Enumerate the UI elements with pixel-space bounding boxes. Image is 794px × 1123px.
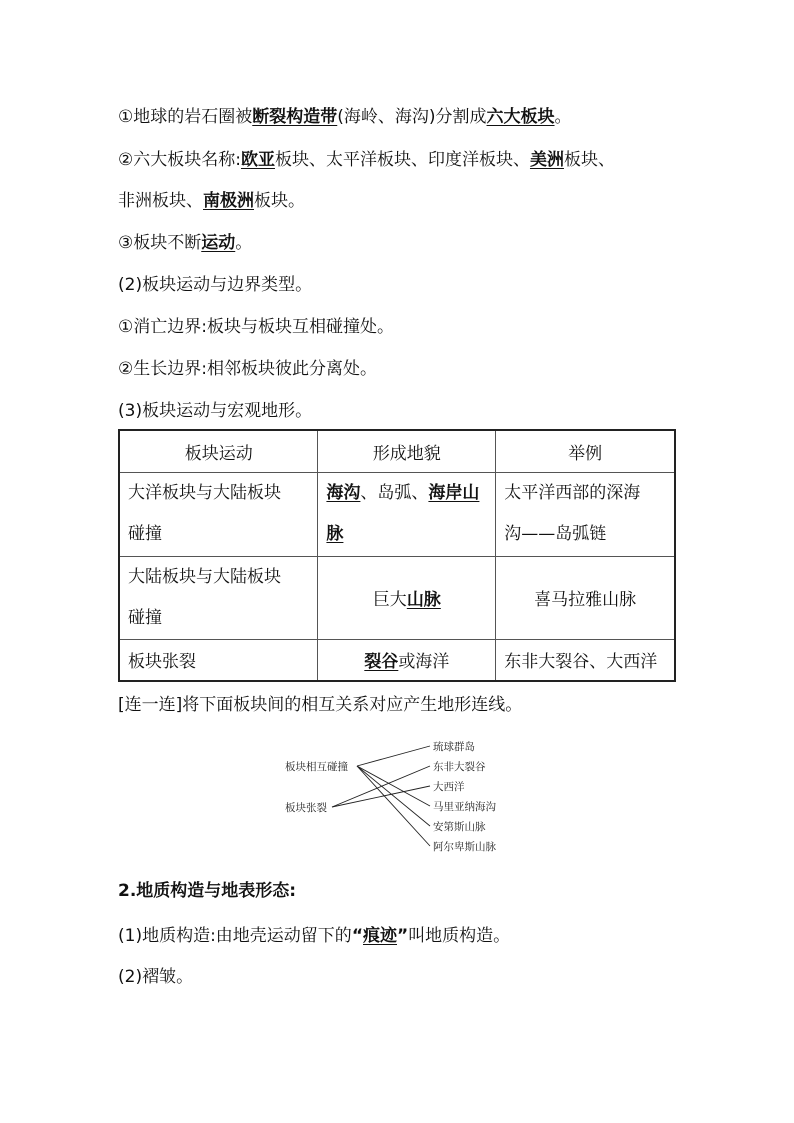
connector-line <box>357 766 430 806</box>
paragraph-constructive-boundary: ②生长边界:相邻板块彼此分离处。 <box>118 359 377 379</box>
table-cell-motion: 大陆板块与大陆板块 碰撞 <box>119 556 318 639</box>
table-cell-motion: 板块张裂 <box>119 639 318 681</box>
paragraph-plates-division: ①地球的岩石圈被断裂构造带(海岭、海沟)分割成六大板块。 <box>118 107 572 127</box>
connector-line <box>357 766 430 826</box>
table-cell-example: 喜马拉雅山脉 <box>496 556 675 639</box>
table-cell-landform: 裂谷或海洋 <box>318 639 496 681</box>
table-row <box>119 639 675 681</box>
left-label-collision: 板块相互碰撞 <box>285 761 348 773</box>
heading-folds: (2)褶皱。 <box>118 967 194 987</box>
paragraph-plate-motion: ③板块不断运动。 <box>118 233 253 253</box>
right-label-andes: 安第斯山脉 <box>433 821 486 833</box>
right-label-alps: 阿尔卑斯山脉 <box>433 841 496 853</box>
paragraph-plate-names: ②六大板块名称:欧亚板块、太平洋板块、印度洋板块、美洲板块、 <box>118 150 615 170</box>
right-label-east-african-rift: 东非大裂谷 <box>433 761 486 773</box>
answer-fault-zone: 断裂构造带 <box>252 107 338 127</box>
table-cell-motion: 大洋板块与大陆板块 碰撞 <box>119 472 318 556</box>
left-label-rifting: 板块张裂 <box>285 802 327 814</box>
right-label-ryukyu: 琉球群岛 <box>433 741 475 753</box>
table-row <box>119 472 675 556</box>
plate-landform-table <box>118 429 676 682</box>
table-row <box>119 556 675 639</box>
answer-six-plates: 六大板块 <box>486 107 555 127</box>
answer-antarctica: 南极洲 <box>203 191 254 211</box>
heading-macro-landforms: (3)板块运动与宏观地形。 <box>118 401 313 421</box>
right-label-atlantic: 大西洋 <box>433 781 465 793</box>
table-header-landform: 形成地貌 <box>318 430 496 472</box>
table-header-row <box>119 430 675 472</box>
heading-boundary-types: (2)板块运动与边界类型。 <box>118 275 313 295</box>
paragraph-plate-names-cont: 非洲板块、南极洲板块。 <box>118 191 305 211</box>
table-cell-example: 东非大裂谷、大西洋 <box>496 639 675 681</box>
paragraph-geologic-structure: (1)地质构造:由地壳运动留下的“痕迹”叫地质构造。 <box>118 926 511 946</box>
table-cell-landform: 巨大山脉 <box>318 556 496 639</box>
connector-line <box>332 786 430 807</box>
table-cell-landform: 海沟、岛弧、海岸山 脉 <box>318 472 496 556</box>
table-header-example: 举例 <box>496 430 675 472</box>
paragraph-destructive-boundary: ①消亡边界:板块与板块互相碰撞处。 <box>118 317 394 337</box>
answer-traces: 痕迹 <box>363 926 397 946</box>
section-heading-geologic-structure: 2.地质构造与地表形态: <box>118 881 297 901</box>
right-label-mariana-trench: 马里亚纳海沟 <box>433 801 496 813</box>
connector-line <box>357 766 430 846</box>
answer-motion: 运动 <box>201 233 236 253</box>
paragraph-matching-exercise: [连一连]将下面板块间的相互关系对应产生地形连线。 <box>118 695 523 715</box>
answer-eurasia: 欧亚 <box>240 150 275 170</box>
connector-line <box>357 746 430 766</box>
matching-diagram <box>270 734 530 856</box>
table-cell-example: 太平洋西部的深海 沟——岛弧链 <box>496 472 675 556</box>
answer-america: 美洲 <box>529 150 564 170</box>
table-header-motion: 板块运动 <box>119 430 318 472</box>
